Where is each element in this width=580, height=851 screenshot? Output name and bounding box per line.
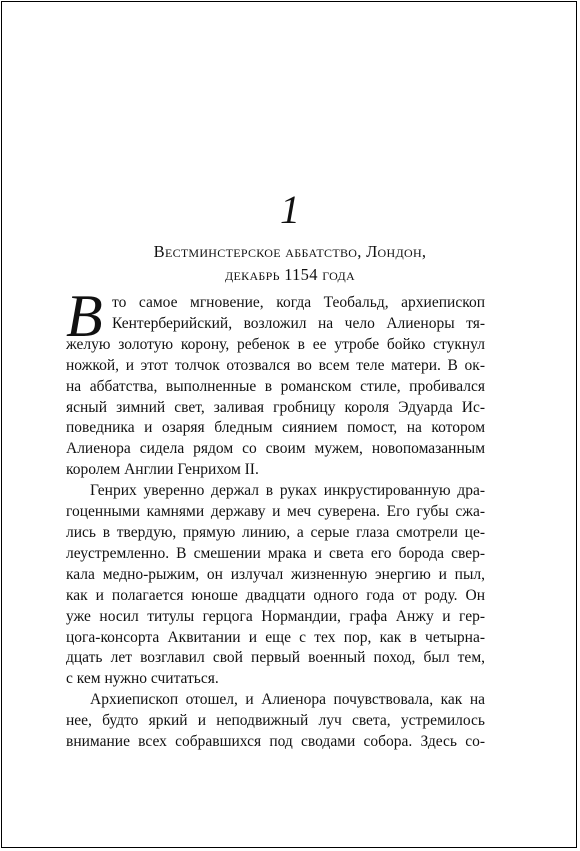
text-line: дцать лет возглавил свой первый военный поход, был тем, xyxy=(66,649,485,667)
text-line: гоценными камнями державу и меч суверена. Его губы сжа- xyxy=(66,503,485,521)
text-line: леустремленно. В смешении мрака и света его борода свер- xyxy=(66,544,485,562)
text-line: Алиенора сидела рядом со своим мужем, новопомазанным xyxy=(66,440,485,458)
text-line: желую золотую корону, ребенок в ее утробе бойко стукнул xyxy=(66,335,485,353)
text-line: королем Англии Генрихом II. xyxy=(66,461,259,479)
text-line: поведника и озаряя бледным сиянием помост, на котором xyxy=(66,419,485,437)
text-line: ножкой, и этот толчок отозвался во всем теле матери. В ок- xyxy=(66,356,485,374)
subtitle-line-location: Вестминстерское аббатство, Лондон, xyxy=(153,242,427,261)
text-line: то самое мгновение, когда Теобальд, архиепископ xyxy=(112,294,485,311)
text-line: ясный зимний свет, заливая гробницу короля Эдуарда Ис- xyxy=(66,398,485,416)
chapter-subtitle xyxy=(0,240,580,286)
text-line: Архиепископ отошел, и Алиенора почувствовала, как на xyxy=(90,691,485,709)
chapter-body-text xyxy=(66,293,485,753)
drop-cap-letter: В xyxy=(66,283,103,349)
text-line: Генрих уверенно держал в руках инкрустированную дра- xyxy=(90,482,485,500)
text-line: Кентерберийский, возложил на чело Алиеноры тя- xyxy=(112,314,485,332)
text-line: как и полагается юноше двадцати одного года от роду. Он xyxy=(66,586,485,604)
subtitle-line-date: декабрь 1154 года xyxy=(225,265,355,284)
text-line: лись в твердую, прямую линию, а серые глаза смотрели це- xyxy=(66,523,485,541)
text-line: внимание всех собравшихся под сводами собора. Здесь со- xyxy=(66,733,485,751)
text-line: уже носил титулы герцога Нормандии, графа Анжу и гер- xyxy=(66,607,485,625)
text-line: с кем нужно считаться. xyxy=(66,670,219,688)
text-line: цога-консорта Аквитании и еще с тех пор, как в четырна- xyxy=(66,628,485,646)
text-line: кала медно-рыжим, он излучал жизненную энергию и пыл, xyxy=(66,565,485,583)
text-line: на аббатства, выполненные в романском стиле, пробивался xyxy=(66,377,485,395)
text-line: нее, будто яркий и неподвижный луч света, устремилось xyxy=(66,712,485,730)
chapter-number: 1 xyxy=(280,187,300,232)
